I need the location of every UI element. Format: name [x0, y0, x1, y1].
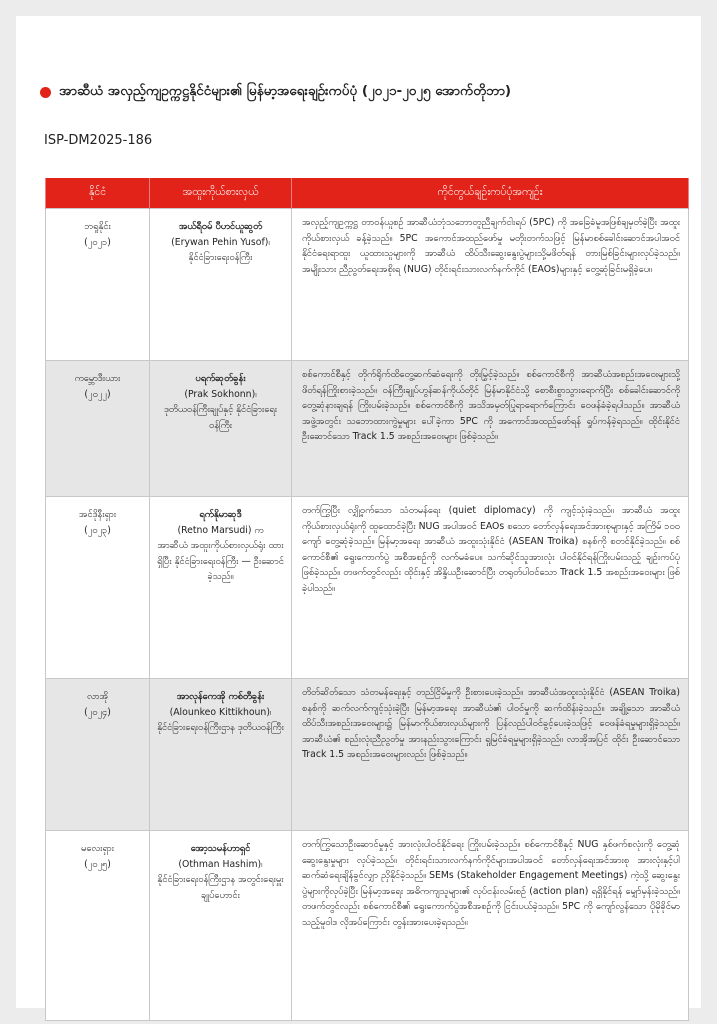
red-bullet-icon	[40, 87, 51, 98]
approach-description: တက်ကြွပြီး လျှို့ဝှက်သော သံတမန်ရေး (quiet diplomacy) ကို ကျင့်သုံးခဲ့သည်။ အာဆီယံ အထူးကိုယ်စားလှယ်ရုံးကို ထူထောင်ခဲ့ပြီး NUG အပါအဝင် EAOs စသော တော်လှန်ရေးအင်အားစုများနှင့် အကြိမ် ၁၀၀ ကျော် တွေ့ဆုံခဲ့သည်။ မြန်မာ့အရေး အာဆီယံ အထူးသုံးနိုင်ငံ (ASEAN Troika) စနစ်ကို စတင်နိုင်ခဲ့သည်။ စစ်ကောင်စီ၏ ရွေးကောက်ပွဲ အစီအစဉ်ကို လက်မခံပေ။ သက်ဆိုင်သူအားလုံး ပါဝင်နိုင်ရန်ကြိုးပမ်းသည့် ချဉ်းကပ်ပုံ ဖြစ်ခဲ့သည်။ တဖက်တွင်လည်း ထိုင်းနှင့် အိန္ဒိယဦးဆောင်ပြီး တရုတ်ပါဝင်သော Track 1.5 အစည်းအဝေးများ ဖြစ်ခဲ့ပါသည်။	[292, 497, 689, 679]
representative-cell	[150, 497, 292, 679]
chair-year: (၂၀၂၅)	[84, 858, 111, 870]
country-name: ကမ္ဘောဒီးယား	[74, 373, 121, 384]
title-row	[40, 82, 685, 102]
representative-name: အာလုန်ကေအို ကစ်တီခွန်း	[176, 691, 265, 702]
country-name: ဘရူနိုင်း	[84, 221, 111, 232]
representative-name-en: (Erywan Pehin Yusof)၊	[171, 236, 270, 248]
representative-name-en: (Retno Marsudi) က	[177, 524, 264, 536]
representative-cell	[150, 679, 292, 831]
table-header-row	[46, 178, 689, 209]
document-page	[16, 16, 701, 1008]
approach-description: အလှည့်ကျဥက္ကဋ္ဌ တာဝန်ယူစဉ် အာဆီယံဘုံသဘောတူညီချက်ငါးရပ် (5PC) ကို အခြေခံမူအဖြစ်ချမှတ်ခဲ့ပြီး အထူးကိုယ်စားလှယ် ခန့်ခဲ့သည်။ 5PC အကောင်အထည်ဖော်မှု မတိုးတက်သဖြင့် မြန်မာစစ်ခေါင်းဆောင်အပါအဝင် နိုင်ငံရေးရာထူး ယူထားသူများကို အာဆီယံ ထိပ်သီးဆွေးနွေးပွဲများသို့မဖိတ်ရန် တားမြစ်ခြင်းများလုပ်ခဲ့သည်။ အမျိုးသား ညီညွတ်ရေးအစိုးရ (NUG) တိုင်းရင်းသားလက်နက်ကိုင် (EAOs)များနှင့် တွေ့ဆုံခြင်းမရှိခဲ့ပေ။	[292, 209, 689, 361]
approach-description: စစ်ကောင်စီနှင့် တိုက်ရိုက်ထိတွေ့ဆက်ဆံရေးကို တိုးမြှင့်ခဲ့သည်။ စစ်ကောင်စီကို အာဆီယံအစည်းအဝေးများသို့ ဖိတ်ရန်ကြိုးစားခဲ့သည်။ ဝန်ကြီးချုပ်ဟွန်ဆန်ကိုယ်တိုင် မြန်မာနိုင်ငံသို့ စောစီးစွာသွားရောက်ပြီး စစ်ခေါင်းဆောင်ကို တွေ့ဆုံနားချရန် ကြိုးပမ်းခဲ့သည်။ စစ်ကောင်စီကို အသိအမှတ်ပြုရာရောက်ကြောင်း ဝေဖန်ခံခဲ့ရပါသည်။ အာဆီယံအဖွဲ့အတွင်း သဘောထားကွဲမှုများ ပေါ်ခဲ့ကာ 5PC ကို အကောင်အထည်ဖော်ရန် ရှုပ်ကန်ခဲ့ရသည်။ ထိုင်းနိုင်ငံဦးဆောင်သော Track 1.5 အစည်းအဝေးများ ဖြစ်ခဲ့သည်။	[292, 361, 689, 497]
representative-title: ဒုတိယဝန်ကြီးချုပ်နှင့် နိုင်ငံခြားရေးဝန်ကြီး	[163, 404, 278, 431]
country-cell	[46, 831, 150, 1021]
representative-name-en: (Alounkeo Kittikhoun)၊	[169, 706, 272, 718]
chair-year: (၂၀၂၁)	[84, 236, 111, 248]
comparison-table	[45, 178, 688, 1021]
country-cell	[46, 497, 150, 679]
representative-cell	[150, 361, 292, 497]
header-country: နိုင်ငံ	[46, 178, 150, 209]
representative-name: ရက်နိုမာဆုဒီ	[199, 509, 242, 520]
table-row	[46, 209, 689, 361]
table-row	[46, 831, 689, 1021]
chair-year: (၂၀၂၂)	[84, 388, 111, 400]
representative-title: နိုင်ငံခြားရေးဝန်ကြီးဌာန အတွင်းရေးမှူးချုပ်ဟောင်း	[157, 874, 284, 901]
approach-description: တိတ်ဆိတ်သော သံတမန်ရေးနှင့် တည်ငြိမ်မှုကို ဦးစားပေးခဲ့သည်။ အာဆီယံအထူးသုံးနိုင်ငံ (ASEAN Troika) စနစ်ကို ဆက်လက်ကျင့်သုံးခဲ့ပြီး မြန်မာ့အရေး အာဆီယံ၏ ပါဝင်မှုကို ဆက်ထိန်းခဲ့သည်။ အချို့သော အာဆီယံထိပ်သီးအစည်းအဝေးများ၌ မြန်မာကိုယ်စားလှယ်များကို ပြန်လည်ပါဝင်ခွင့်ပေးခဲ့သဖြင့် ဝေဖန်ခံရမှုများရှိခဲ့သည်။ အာဆီယံ၏ စည်းလုံးညီညွတ်မှု အားနည်းသွားကြောင်း ရှုမြင်ခံရမှုများရှိခဲ့သည်။ လာအိုအပြင် ထိုင်း ဦးဆောင်သော Track 1.5 အစည်းအဝေးများလည်း ဖြစ်ခဲ့သည်။	[292, 679, 689, 831]
representative-name: အယ်ရီဝမ် ပီဟင်ယူဆွတ်	[178, 221, 263, 232]
table-row	[46, 497, 689, 679]
country-name: အင်ဒိုနီးရှား	[78, 509, 117, 520]
chair-year: (၂၀၂၄)	[84, 706, 111, 718]
country-cell	[46, 679, 150, 831]
representative-title: နိုင်ငံခြားရေးဝန်ကြီးဌာန ဒုတိယဝန်ကြီး	[157, 722, 284, 734]
representative-title: နိုင်ငံခြားရေးဝန်ကြီး	[188, 252, 253, 264]
table-row	[46, 679, 689, 831]
header-representative: အထူးကိုယ်စားလှယ်	[150, 178, 292, 209]
country-name: မလေးရှား	[81, 843, 114, 854]
document-code: ISP-DM2025-186	[44, 133, 153, 148]
representative-name: အော့သမန်ဟာရှင်	[190, 843, 251, 854]
representative-name-en: (Prak Sokhonn)၊	[184, 388, 257, 400]
representative-cell	[150, 209, 292, 361]
table-row	[46, 361, 689, 497]
chair-year: (၂၀၂၃)	[84, 524, 111, 536]
header-approach: ကိုင်တွယ်ချဉ်းကပ်ပုံအကျဉ်း	[292, 178, 689, 209]
country-cell	[46, 361, 150, 497]
country-cell	[46, 209, 150, 361]
approach-description: တက်ကြွသောဦးဆောင်မှုနှင့် အားလုံးပါဝင်နိုင်ရေး ကြိုးပမ်းခဲ့သည်။ စစ်ကောင်စီနှင့် NUG နှစ်ဖက်စလုံးကို တွေ့ဆုံဆွေးနွေးမှုများ လုပ်ခဲ့သည်။ တိုင်းရင်းသားလက်နက်ကိုင်များအပါအဝင် တော်လှန်ရေးအင်အားစု အားလုံးနှင့်ပါ ဆက်ဆံရေးချိန်ခွင်လျှာ ညှိနိုင်ခဲ့သည်။ SEMs (Stakeholder Engagement Meetings) ကဲ့သို့ ဆွေးနွေးပွဲများကိုလုပ်ခဲ့ပြီး မြန်မာ့အရေး အဓိကကျသူများ၏ လုပ်ငန်းလမ်းစဉ် (action plan) ရရှိနိုင်ရန် မျှော်မှန်းခဲ့သည်။ တဖက်တွင်လည်း စစ်ကောင်စီ၏ ရွေးကောက်ပွဲအစီအစဉ်ကို ငြင်းပယ်ခဲ့သည်။ 5PC ကို ကျော်လွန်သော ပိုမိုခိုင်မာသည့်မူဝါဒ လိုအပ်ကြောင်း တွန်းအားပေးခဲ့ရသည်။	[292, 831, 689, 1021]
representative-cell	[150, 831, 292, 1021]
country-name: လာအို	[86, 691, 109, 702]
representative-name-en: (Othman Hashim)၊	[178, 858, 263, 870]
representative-title: အာဆီယံ အထူးကိုယ်စားလှယ်ရုံး ထားရှိပြီး နိုင်ငံခြားရေးဝန်ကြီး — ဦးဆောင်ခဲ့သည်။	[157, 540, 284, 583]
page-title: အာဆီယံ အလှည့်ကျဥက္ကဋ္ဌနိုင်ငံများ၏ မြန်မာ့အရေးချဉ်းကပ်ပုံ (၂၀၂၁-၂၀၂၅ အောက်တိုဘာ)	[59, 83, 512, 99]
representative-name: ပရက်ဆုတ်ခွန်း	[195, 373, 246, 384]
